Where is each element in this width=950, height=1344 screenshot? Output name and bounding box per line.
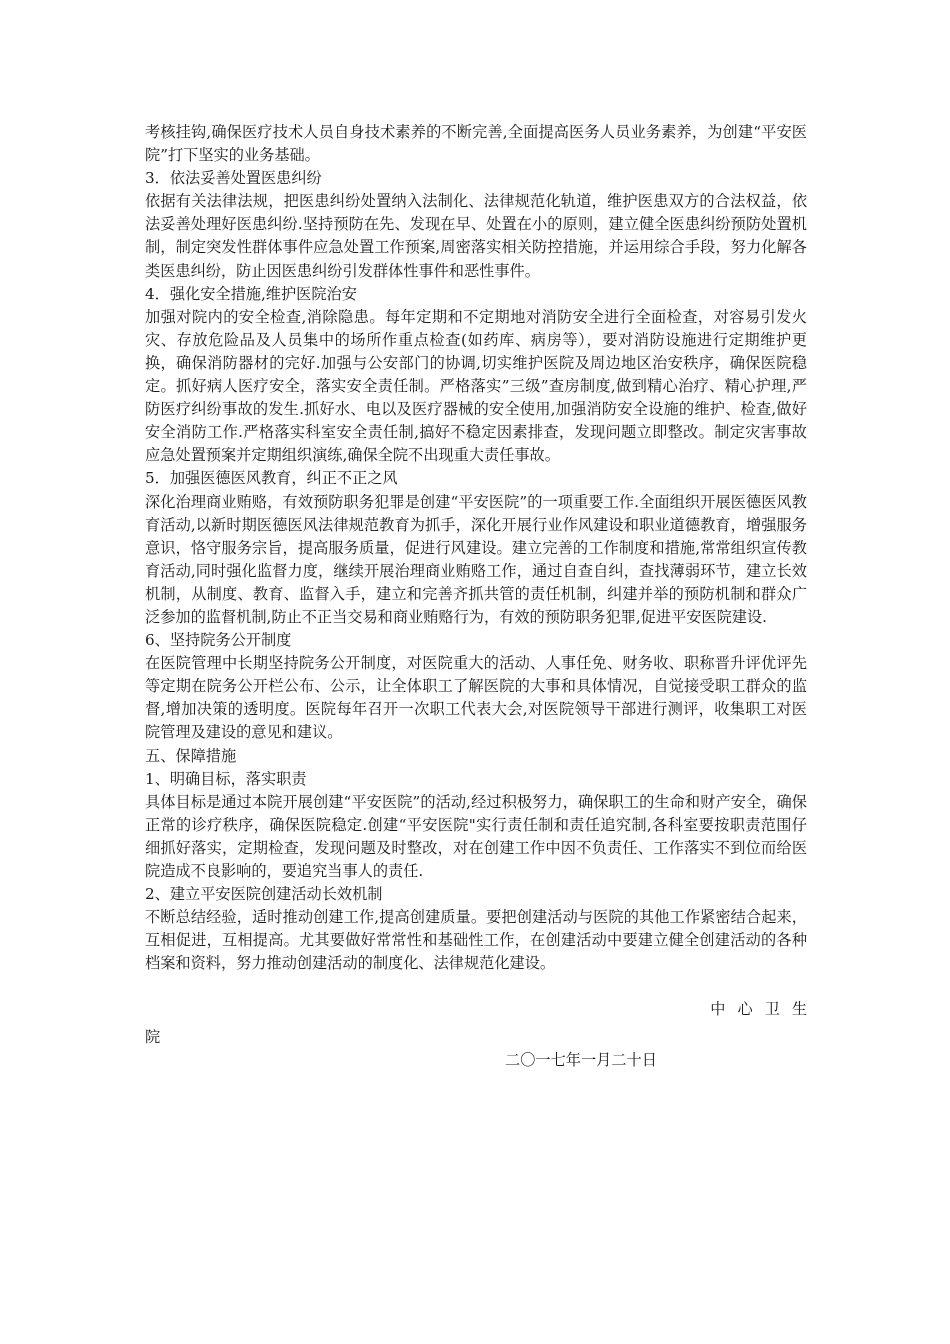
signature-date: 二〇一七年一月二十日 [505,1050,657,1069]
section-heading: 1、明确目标，落实职责 [145,769,307,788]
section-heading: 5．加强医德医风教育，纠正不正之风 [145,469,398,488]
chapter-heading: 五、保障措施 [145,746,237,765]
section-heading: 4．强化安全措施,维护医院治安 [145,284,357,303]
paragraph: 深化治理商业贿赂，有效预防职务犯罪是创建“平安医院”的一项重要工作.全面组织开展医德医风教育活动,以新时期医德医风法律规范教育为抓手，深化开展行业作风建设和职业道德教育，增强服务意识，恪守服务宗旨，提高服务质量，促进行风建设。建立完善的工作制度和措施,常常组织宣传教育活动,同时强化监督力度，继续开展治理商业贿赂工作，通过自查自纠，查找薄弱环节，建立长效机制，从制度、教育、监督入手，建立和完善齐抓共管的责任机制，纠建并举的预防机制和群众广泛参加的监督机制,防止不正当交易和商业贿赂行为，有效的预防职务犯罪,促进平安医院建设. [145,492,807,626]
paragraph: 依据有关法律法规，把医患纠纷处置纳入法制化、法律规范化轨道，维护医患双方的合法权益，依法妥善处理好医患纠纷.坚持预防在先、发现在早、处置在小的原则，建立健全医患纠纷预防处置机制，制定突发性群体事件应急处置工作预案,周密落实相关防控措施，并运用综合手段，努力化解各类医患纠纷，防止因医患纠纷引发群体性事件和恶性事件。 [145,192,807,280]
section-heading: 3．依法妥善处置医患纠纷 [145,169,322,188]
signature-organization-tail: 院 [145,1027,161,1046]
paragraph: 考核挂钩,确保医疗技术人员自身技术素养的不断完善,全面提高医务人员业务素养，为创建“平安医院”打下坚实的业务基础。 [145,123,807,165]
section-heading: 6、坚持院务公开制度 [145,631,292,650]
paragraph: 加强对院内的安全检查,消除隐患。每年定期和不定期地对消防安全进行全面检查，对容易引发火灾、存放危险品及人员集中的场所作重点检查(如药库、病房等），要对消防设施进行定期维护更换，确保消防器材的完好.加强与公安部门的协调,切实维护医院及周边地区治安秩序，确保医院稳定。抓好病人医疗安全，落实安全责任制。严格落实”三级”查房制度,做到精心治疗、精心护理,严防医疗纠纷事故的发生.抓好水、电以及医疗器械的安全使用,加强消防安全设施的维护、检查,做好安全消防工作.严格落实科室安全责任制,搞好不稳定因素排查，发现问题立即整改。制定灾害事故应急处置预案并定期组织演练,确保全院不出现重大责任事故。 [145,307,807,465]
paragraph: 不断总结经验，适时推动创建工作,提高创建质量。要把创建活动与医院的其他工作紧密结合起来，互相促进，互相提高。尤其要做好常常性和基础性工作，在创建活动中要建立健全创建活动的各种档案和资料，努力推动创建活动的制度化、法律规范化建设。 [145,908,807,973]
document-body [145,121,819,1072]
paragraph: 具体目标是通过本院开展创建“平安医院”的活动,经过积极努力，确保职工的生命和财产安全，确保正常的诊疗秩序，确保医院稳定.创建“平安医院"实行责任制和责任追究制,各科室要按职责范围仔细抓好落实，定期检查，发现问题及时整改，对在创建工作中因不负责任、工作落实不到位而给医院造成不良影响的，要追究当事人的责任. [145,792,807,880]
signature-organization: 中心卫生 [710,1000,819,1019]
paragraph: 在医院管理中长期坚持院务公开制度，对医院重大的活动、人事任免、财务收、职称晋升评优评先等定期在院务公开栏公布、公示，让全体职工了解医院的大事和具体情况，自觉接受职工群众的监督,增加决策的透明度。医院每年召开一次职工代表大会,对医院领导干部进行测评，收集职工对医院管理及建设的意见和建议。 [145,654,807,742]
section-heading: 2、建立平安医院创建活动长效机制 [145,885,383,904]
